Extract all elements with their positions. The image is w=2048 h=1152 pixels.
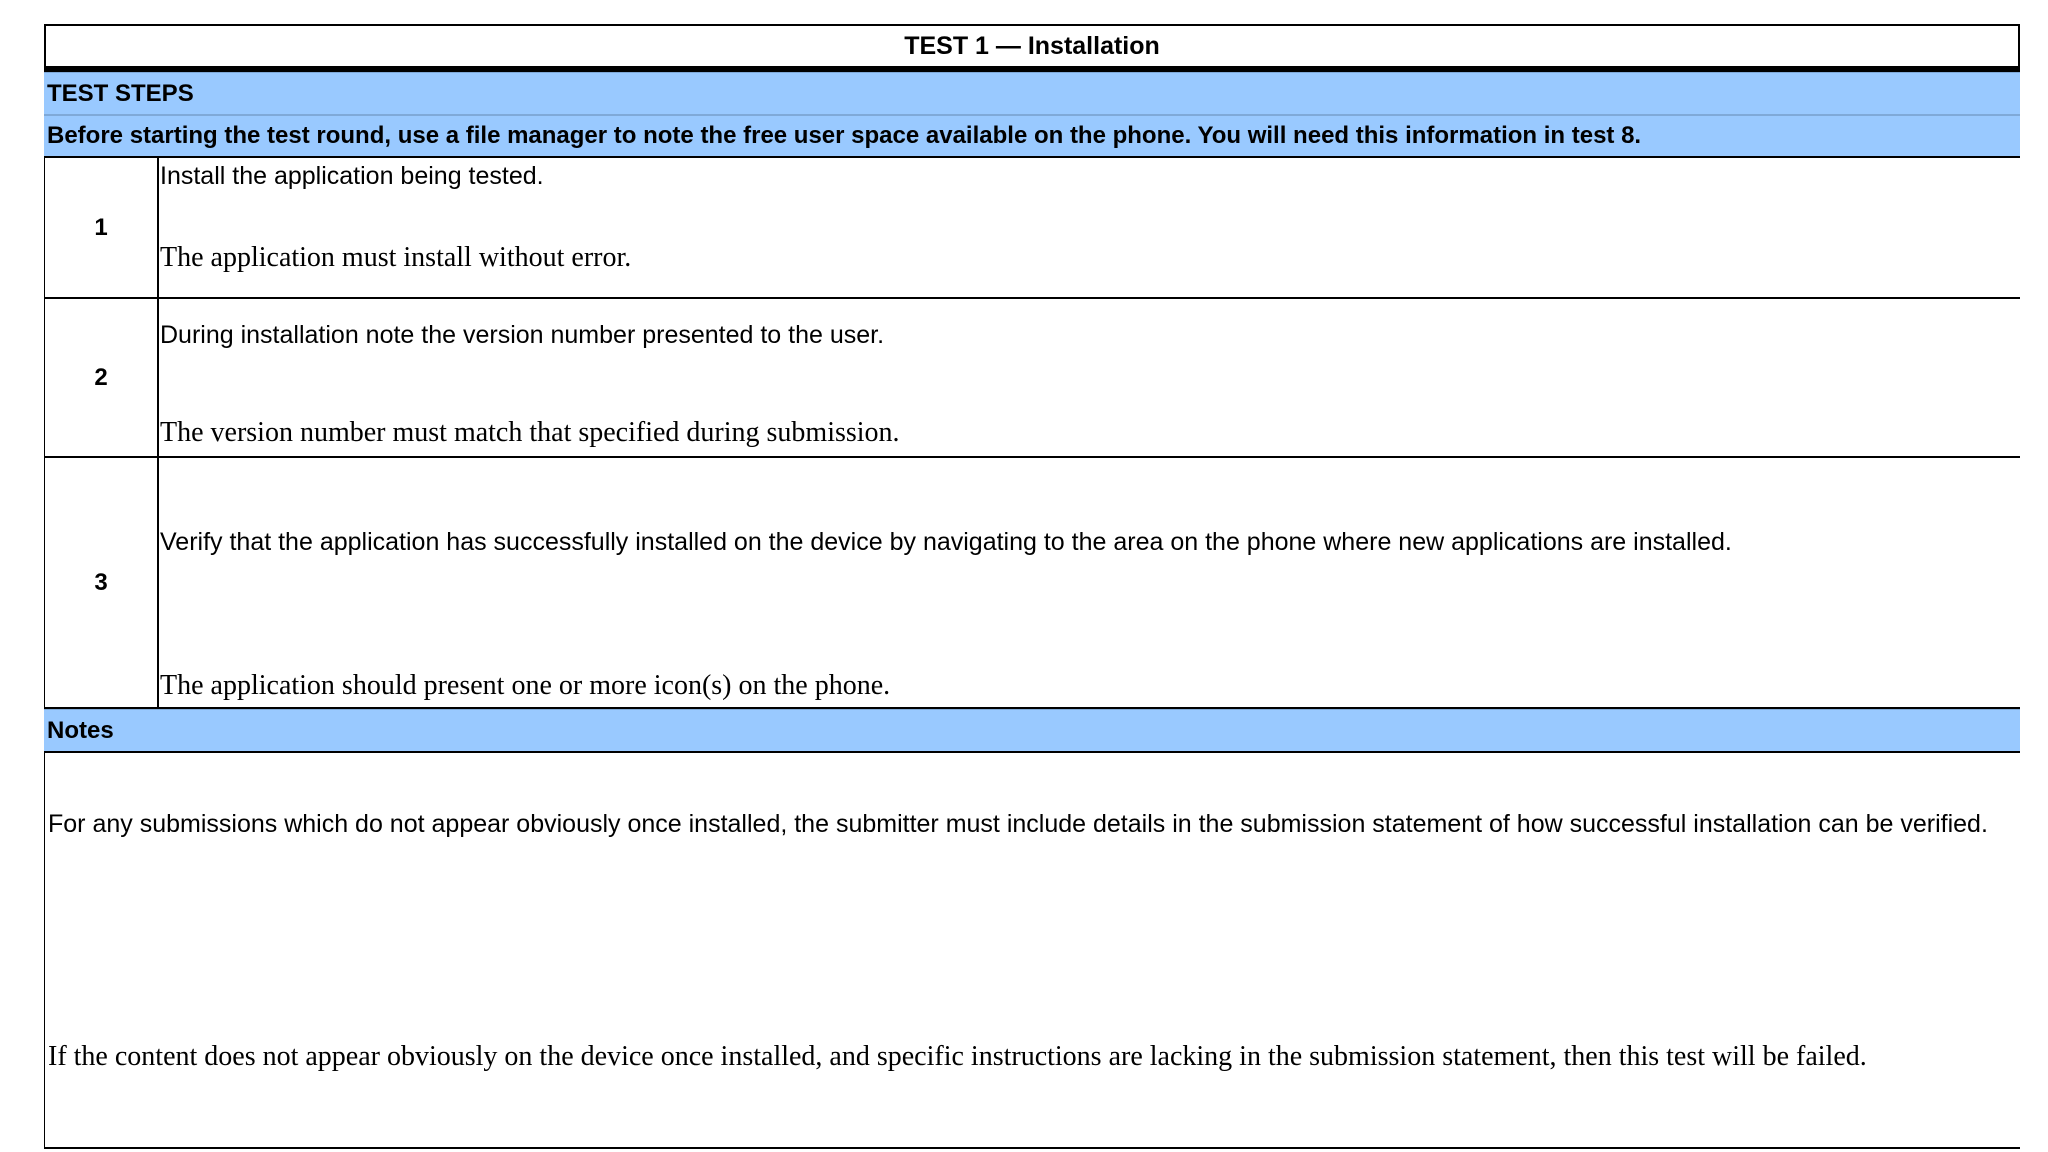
step-number: 1 xyxy=(44,158,159,297)
step-expected-result: The application must install without error. xyxy=(160,242,632,273)
test-sheet xyxy=(44,24,2020,1124)
step-number: 3 xyxy=(44,458,159,707)
notes-body xyxy=(44,753,2020,1149)
pre-instruction: Before starting the test round, use a file manager to note the free user space available on the phone. You will need this information in test 8. xyxy=(44,115,2020,158)
notes-header: Notes xyxy=(44,709,2020,753)
step-action: During installation note the version number presented to the user. xyxy=(160,321,885,349)
step-action: Verify that the application has successfully installed on the device by navigating to the area on the phone where new applications are installed. xyxy=(160,528,1732,556)
step-expected-result: The version number must match that specified during submission. xyxy=(160,417,900,448)
test-steps-header: TEST STEPS xyxy=(44,72,2020,115)
step-number: 2 xyxy=(44,299,159,456)
test-title: TEST 1 — Installation xyxy=(44,24,2020,72)
step-row-1 xyxy=(44,158,2020,299)
step-expected-result: The application should present one or more icon(s) on the phone. xyxy=(160,670,891,701)
note-paragraph: For any submissions which do not appear obviously once installed, the submitter must include details in the submission statement of how successful installation can be verified. xyxy=(48,810,1988,838)
note-paragraph: If the content does not appear obviously on the device once installed, and specific instructions are lacking in the submission statement, then this test will be failed. xyxy=(48,1041,1867,1072)
step-action: Install the application being tested. xyxy=(160,162,544,190)
step-row-3 xyxy=(44,458,2020,709)
step-row-2 xyxy=(44,299,2020,458)
